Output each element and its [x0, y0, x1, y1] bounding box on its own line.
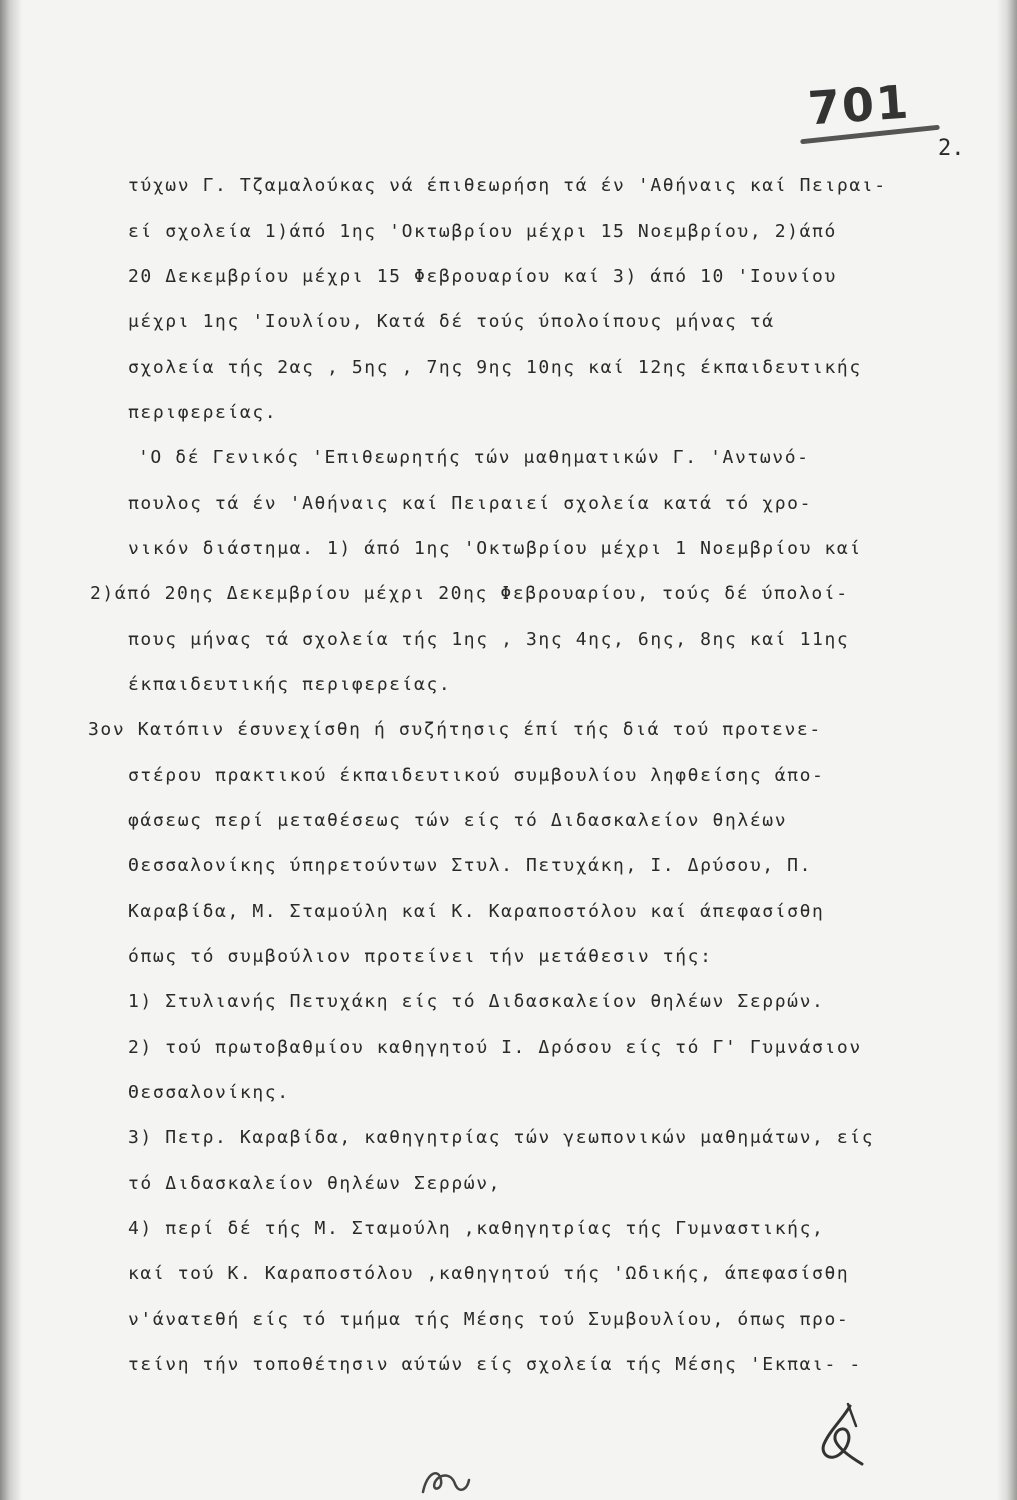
- text-line-14: στέρου πρακτικού έκπαιδευτικού συμβουλίου ληφθείσης άπο-: [128, 765, 825, 786]
- text-line-15: φάσεως περί μεταθέσεως τών είς τό Διδασκαλείον θηλέων: [128, 810, 788, 831]
- text-line-9: νικόν διάστημα. 1) άπό 1ης 'Οκτωβρίου μέχρι 1 Νοεμβρίου καί: [128, 538, 862, 559]
- text-line-12: έκπαιδευτικής περιφερείας.: [128, 674, 452, 695]
- text-line-4: μέχρι 1ης 'Ιουλίου, Κατά δέ τούς ύπολοίπους μήνας τά: [128, 311, 775, 332]
- text-line-27: τείνη τήν τοποθέτησιν αύτών είς σχολεία τής Μέσης 'Εκπαι- -: [128, 1354, 862, 1375]
- text-line-10: 2)άπό 20ης Δεκεμβρίου μέχρι 20ης Φεβρουαρίου, τούς δέ ύπολοί-: [90, 583, 849, 604]
- handwritten-folio-number: 701: [806, 74, 912, 136]
- text-line-19: 1) Στυλιανής Πετυχάκη είς τό Διδασκαλείον θηλέων Σερρών.: [128, 991, 825, 1012]
- text-line-7: 'Ο δέ Γενικός 'Επιθεωρητής τών μαθηματικών Γ. 'Αντωνό-: [138, 447, 810, 468]
- text-line-18: όπως τό συμβούλιον προτείνει τήν μετάθεσιν τής:: [128, 946, 713, 967]
- page-number: 2.: [938, 136, 965, 161]
- text-line-26: ν'άνατεθή είς τό τμήμα τής Μέσης τού Συμβουλίου, όπως προ-: [128, 1309, 850, 1330]
- text-line-1: τύχων Γ. Τζαμαλούκας νά έπιθεωρήση τά έν 'Αθήναις καί Πειραι-: [128, 175, 887, 196]
- text-line-11: πους μήνας τά σχολεία τής 1ης , 3ης 4ης, 6ης, 8ης καί 11ης: [128, 629, 850, 650]
- text-line-25: καί τού Κ. Καραποστόλου ,καθηγητού τής 'Ωδικής, άπεφασίσθη: [128, 1263, 850, 1284]
- text-line-17: Καραβίδα, Μ. Σταμούλη καί Κ. Καραποστόλου καί άπεφασίσθη: [128, 901, 825, 922]
- text-line-24: 4) περί δέ τής Μ. Σταμούλη ,καθηγητρίας τής Γυμναστικής,: [128, 1218, 825, 1239]
- text-line-21: Θεσσαλονίκης.: [128, 1082, 290, 1103]
- text-line-3: 20 Δεκεμβρίου μέχρι 15 Φεβρουαρίου καί 3) άπό 10 'Ιουνίου: [128, 266, 837, 287]
- text-line-5: σχολεία τής 2ας , 5ης , 7ης 9ης 10ης καί 12ης έκπαιδευτικής: [128, 357, 862, 378]
- handwritten-signature: [812, 1400, 872, 1470]
- text-line-13: 3ον Κατόπιν έσυνεχίσθη ή συζήτησις έπί τής διά τού προτενε-: [88, 719, 822, 740]
- text-line-6: περιφερείας.: [128, 402, 278, 423]
- text-line-23: τό Διδασκαλείον θηλέων Σερρών,: [128, 1173, 502, 1194]
- handwritten-bottom-mark: [415, 1462, 475, 1500]
- text-line-20: 2) τού πρωτοβαθμίου καθηγητού Ι. Δρόσου είς τό Γ' Γυμνάσιον: [128, 1037, 862, 1058]
- text-line-8: πουλος τά έν 'Αθήναις καί Πειραιεί σχολεία κατά τό χρο-: [128, 493, 813, 514]
- text-line-22: 3) Πετρ. Καραβίδα, καθηγητρίας τών γεωπονικών μαθημάτων, είς: [128, 1127, 875, 1148]
- text-line-16: Θεσσαλονίκης ύπηρετούντων Στυλ. Πετυχάκη, Ι. Δρύσου, Π.: [128, 855, 813, 876]
- text-line-2: εί σχολεία 1)άπό 1ης 'Οκτωβρίου μέχρι 15 Νοεμβρίου, 2)άπό: [128, 221, 837, 242]
